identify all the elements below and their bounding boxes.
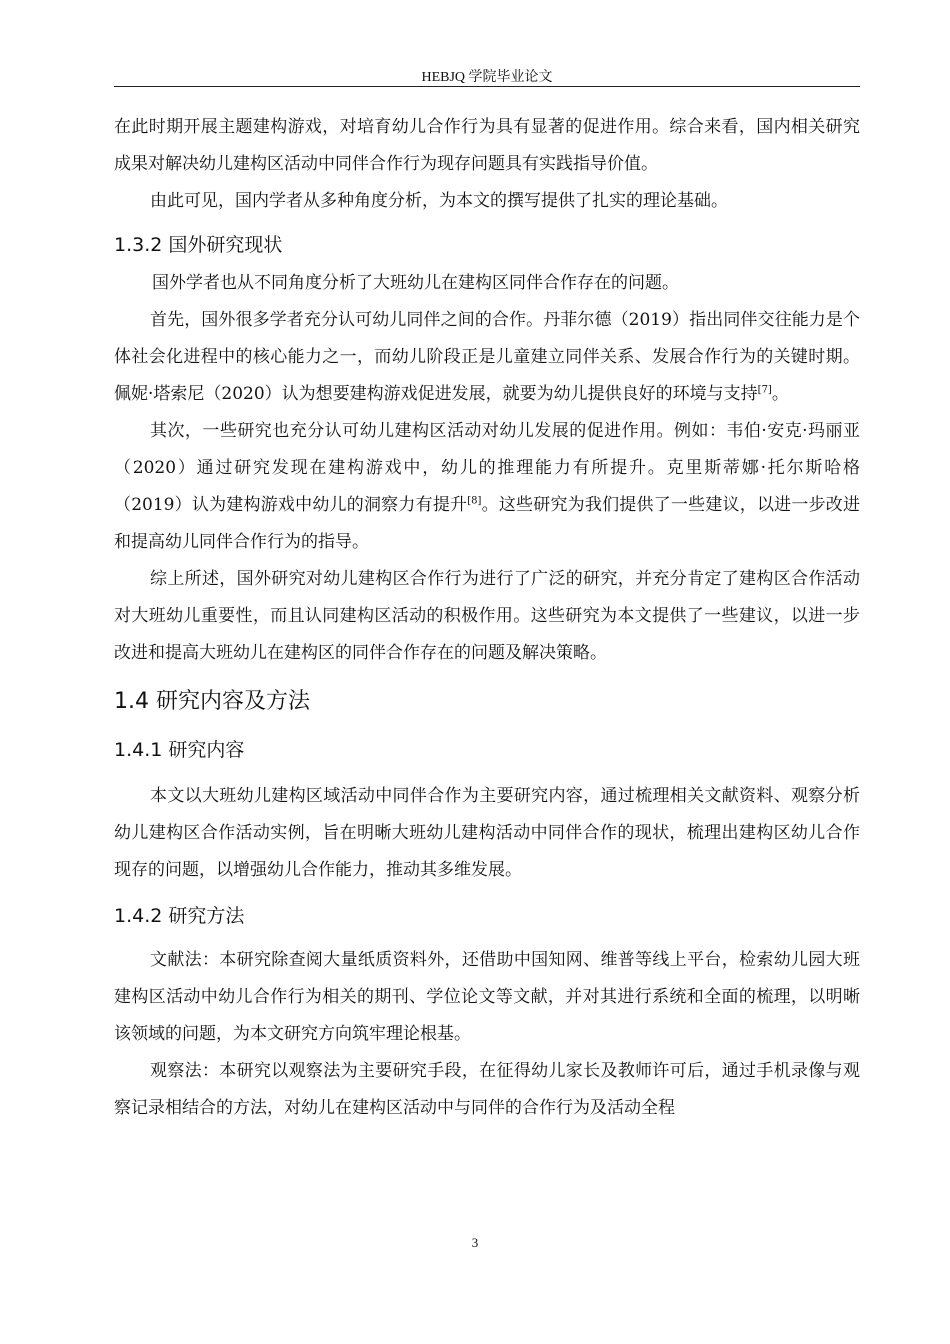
header-divider [114, 86, 860, 87]
section-heading-1-4-1: 1.4.1 研究内容 [114, 739, 245, 761]
paragraph-foreign-second [114, 413, 860, 561]
paragraph-text-end: 。这些研究为我们提供了一些建议，以进一步改进和提高幼儿同伴合作行为的指导。 [114, 495, 860, 552]
paragraph-domestic-summary: 在此时期开展主题建构游戏，对培育幼儿合作行为具有显著的促进作用。综合来看，国内相关研究成果对解决幼儿建构区活动中同伴合作行为现存问题具有实践指导价值。 [114, 117, 860, 174]
paragraph-text-end: 。 [771, 384, 789, 404]
paragraph-observation-method: 观察法：本研究以观察法为主要研究手段，在征得幼儿家长及教师许可后，通过手机录像与观察记录相结合的方法，对幼儿在建构区活动中与同伴的合作行为及活动全程 [114, 1061, 860, 1118]
page-body [114, 111, 860, 1127]
paragraph-foreign-summary: 综上所述，国外研究对幼儿建构区合作行为进行了广泛的研究，并充分肯定了建构区合作活动对大班幼儿重要性，而且认同建构区活动的积极作用。这些研究为本文提供了一些建议，以进一步改进和提高大班幼儿在建构区的同伴合作存在的问题及解决策略。 [114, 569, 860, 663]
section-heading-1-3-2: 1.3.2 国外研究现状 [114, 234, 283, 256]
page-number: 3 [471, 1235, 479, 1250]
citation-8: [8] [467, 495, 482, 507]
paragraph-foreign-intro: 国外学者也从不同角度分析了大班幼儿在建构区同伴合作存在的问题。 [152, 273, 679, 293]
running-header: HEBJQ 学院毕业论文 [421, 70, 553, 85]
paragraph-literature-method: 文献法：本研究除查阅大量纸质资料外，还借助中国知网、维普等线上平台，检索幼儿园大班建构区活动中幼儿合作行为相关的期刊、学位论文等文献，并对其进行系统和全面的梳理，以明晰该领域的问题，为本文研究方向筑牢理论根基。 [114, 950, 860, 1044]
paragraph-text: 首先，国外很多学者充分认可幼儿同伴之间的合作。丹菲尔德（2019）指出同伴交往能力是个体社会化进程中的核心能力之一，而幼儿阶段正是儿童建立同伴关系、发展合作行为的关键时期。佩妮·塔索尼（2020）认为想要建构游戏促进发展，就要为幼儿提供良好的环境与支持 [114, 310, 860, 404]
paragraph-text: 其次，一些研究也充分认可幼儿建构区活动对幼儿发展的促进作用。例如：韦伯·安克·玛丽亚（2020）通过研究发现在建构游戏中，幼儿的推理能力有所提升。克里斯蒂娜·托尔斯哈格（2019）认为建构游戏中幼儿的洞察力有提升 [114, 421, 860, 515]
section-heading-1-4-2: 1.4.2 研究方法 [114, 905, 245, 927]
paragraph-foreign-first [114, 302, 860, 413]
citation-7: [7] [757, 384, 772, 396]
paragraph-domestic-conclusion: 由此可见，国内学者从多种角度分析，为本文的撰写提供了扎实的理论基础。 [150, 191, 728, 211]
paragraph-research-content: 本文以大班幼儿建构区域活动中同伴合作为主要研究内容，通过梳理相关文献资料、观察分析幼儿建构区合作活动实例，旨在明晰大班幼儿建构活动中同伴合作的现状，梳理出建构区幼儿合作现存的问题，以增强幼儿合作能力，推动其多维发展。 [114, 786, 860, 880]
section-heading-1-4: 1.4 研究内容及方法 [114, 689, 310, 714]
